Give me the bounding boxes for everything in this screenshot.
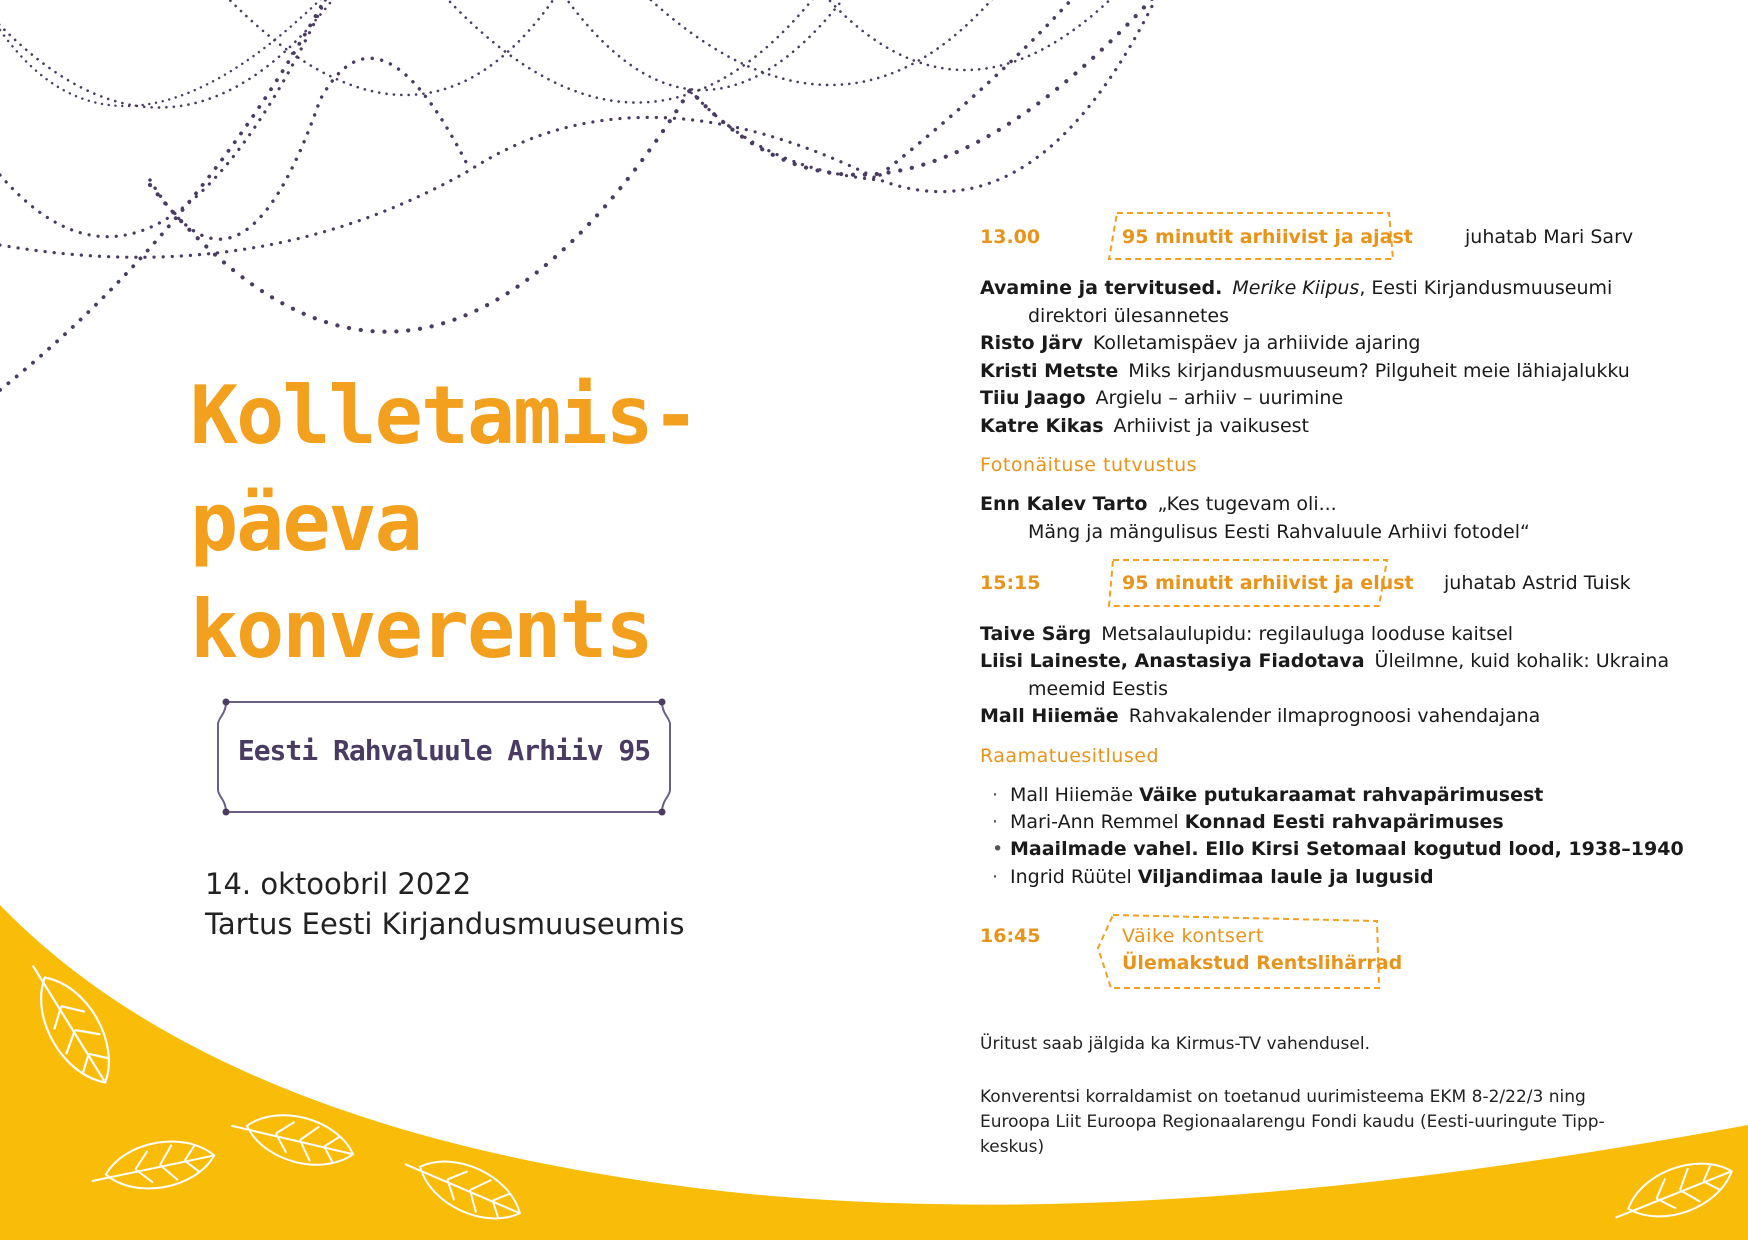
- title-line-1: Kolletamis-: [190, 369, 698, 462]
- talk-item: Katre Kikas Arhiivist ja vaikusest: [980, 415, 1310, 437]
- tv-note: Üritust saab jälgida ka Kirmus-TV vahendusel.: [980, 1034, 1371, 1054]
- session1-host: juhatab Mari Sarv: [1465, 226, 1634, 248]
- book-item: · Mari-Ann Remmel Konnad Eesti rahvapärimuses: [992, 811, 1504, 833]
- light-string: [220, 0, 560, 95]
- light-string: [640, 0, 1000, 85]
- light-string: [690, 90, 880, 180]
- event-date: 14. oktoobril 2022: [205, 867, 472, 901]
- talk-item: Liisi Laineste, Anastasiya Fiadotava Üleilmne, kuid kohalik: Ukraina: [980, 650, 1670, 672]
- conference-title: [190, 362, 698, 683]
- support-note: Konverentsi korraldamist on toetanud uurimisteema EKM 8-2/22/3 ning Euroopa Liit Euroopa Regionaalarengu Fondi kaudu (Eesti-uuringute Tipp- keskus): [980, 1087, 1605, 1157]
- light-string: [560, 0, 850, 90]
- event-info: [205, 864, 684, 944]
- talk-item: Risto Järv Kolletamispäev ja arhiivide ajaring: [980, 332, 1421, 354]
- talk-item: Kristi Metste Miks kirjandusmuuseum? Pilguheit meie lähiajalukku: [980, 360, 1630, 382]
- session3-label2: Ülemakstud Rentslihärrad: [1122, 952, 1403, 974]
- light-string: [820, 0, 1120, 70]
- photo-talk-cont: Mäng ja mängulisus Eesti Rahvaluule Arhiivi fotodel“: [1028, 521, 1530, 543]
- light-string: [880, 0, 1080, 175]
- light-string: [150, 58, 470, 239]
- session1-label: 95 minutit arhiivist ja ajast: [1122, 226, 1413, 248]
- session3-label1: Väike kontsert: [1122, 925, 1264, 947]
- light-string: [0, 0, 330, 390]
- book-item: · Ingrid Rüütel Viljandimaa laule ja lugusid: [992, 866, 1434, 888]
- book-item: • Maailmade vahel. Ello Kirsi Setomaal kogutud lood, 1938–1940: [992, 838, 1684, 860]
- plaque-text: Eesti Rahvaluule Arhiiv 95: [237, 734, 651, 767]
- light-string: [0, 0, 330, 106]
- light-string: [430, 0, 820, 103]
- session2-host: juhatab Astrid Tuisk: [1444, 572, 1631, 594]
- talk-item: Taive Särg Metsalaulupidu: regilauluga looduse kaitsel: [980, 623, 1514, 645]
- title-line-3: konverents: [190, 583, 652, 676]
- session2-time: 15:15: [980, 572, 1041, 594]
- talk-item-cont: meemid Eestis: [1028, 678, 1168, 700]
- talk-opening: Avamine ja tervitused. Merike Kiipus, Eesti Kirjandusmuuseumi: [980, 277, 1613, 299]
- books-heading: Raamatuesitlused: [980, 745, 1159, 767]
- light-string: [0, 0, 340, 108]
- book-item: · Mall Hiiemäe Väike putukaraamat rahvapärimusest: [992, 784, 1544, 806]
- event-place: Tartus Eesti Kirjandusmuuseumis: [205, 907, 685, 941]
- photo-talk: Enn Kalev Tarto „Kes tugevam oli...: [980, 493, 1337, 515]
- talk-opening-cont: direktori ülesannetes: [1028, 305, 1229, 327]
- session1-time: 13.00: [980, 226, 1041, 248]
- talk-item: Mall Hiiemäe Rahvakalender ilmaprognoosi vahendajana: [980, 705, 1541, 727]
- yellow-wave: [0, 905, 1748, 1240]
- title-line-2: päeva: [190, 476, 421, 569]
- photo-heading: Fotonäituse tutvustus: [980, 454, 1198, 476]
- talk-item: Tiiu Jaago Argielu – arhiiv – uurimine: [980, 387, 1344, 409]
- session2-label: 95 minutit arhiivist ja elust: [1122, 572, 1414, 594]
- session3-time: 16:45: [980, 925, 1041, 947]
